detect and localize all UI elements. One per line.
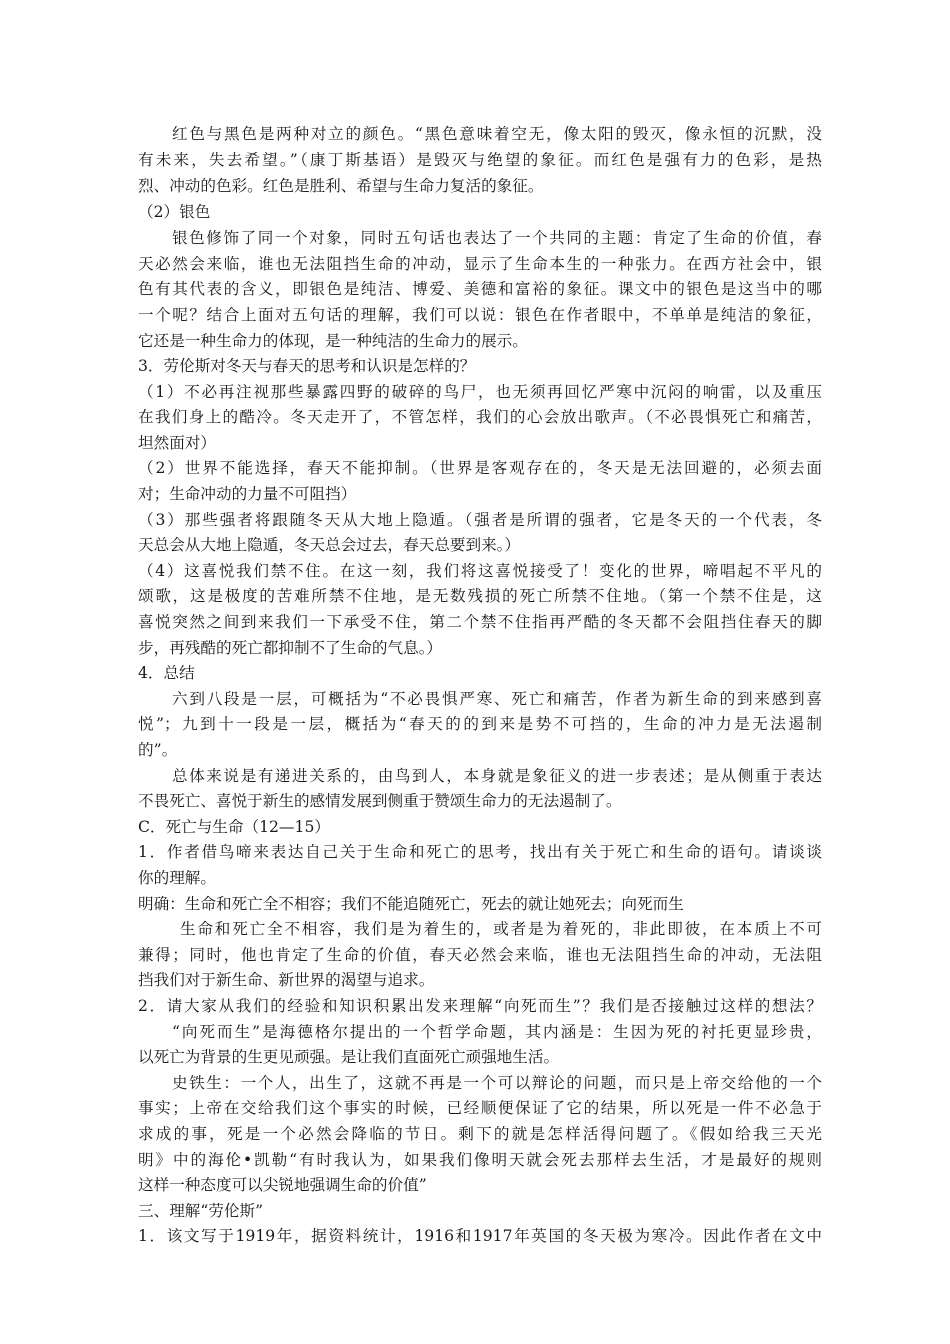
section-heading: C．死亡与生命（12—15） bbox=[138, 818, 330, 836]
paragraph-line: 天必然会来临，谁也无法阻挡生命的冲动，显示了生命本生的一种张力。在西方社会中，银 bbox=[138, 255, 822, 273]
section-heading: 4．总结 bbox=[138, 664, 195, 682]
paragraph-line: 不畏死亡、喜悦于新生的感情发展到侧重于赞颂生命力的无法遏制了。 bbox=[138, 792, 622, 810]
paragraph-line: 红色与黑色是两种对立的颜色。“黑色意味着空无，像太阳的毁灭，像永恒的沉默，没 bbox=[172, 125, 822, 143]
paragraph-line: 求成的事，死是一个必然会降临的节日。剩下的就是怎样活得问题了。《假如给我三天光 bbox=[138, 1125, 822, 1143]
paragraph-line: （2）世界不能选择，春天不能抑制。（世界是客观存在的，冬天是无法回避的，必须去面 bbox=[138, 459, 822, 477]
paragraph-line: 有未来，失去希望。”（康丁斯基语）是毁灭与绝望的象征。而红色是强有力的色彩，是热 bbox=[138, 151, 822, 169]
paragraph-line: 步，再残酷的死亡都抑制不了生命的气息。） bbox=[138, 639, 443, 657]
question-heading: 3．劳伦斯对冬天与春天的思考和认识是怎样的？ bbox=[138, 357, 476, 375]
paragraph-line: 1．该文写于1919年，据资料统计，1916和1917年英国的冬天极为寒冷。因此作者在文中 bbox=[138, 1227, 822, 1245]
paragraph-line: 它还是一种生命力的体现，是一种纯洁的生命力的展示。 bbox=[138, 332, 528, 350]
paragraph-line: （4）这喜悦我们禁不住。在这一刻，我们将这喜悦接受了！变化的世界，啼唱起不平凡的 bbox=[138, 562, 822, 580]
paragraph-line: 你的理解。 bbox=[138, 869, 216, 887]
paragraph-line: 一个呢？结合上面对五句话的理解，我们可以说：银色在作者眼中，不单单是纯洁的象征， bbox=[138, 306, 822, 324]
paragraph-line: 挡我们对于新生命、新世界的渴望与追求。 bbox=[138, 971, 435, 989]
paragraph-line: 1．作者借鸟啼来表达自己关于生命和死亡的思考，找出有关于死亡和生命的语句。请谈谈 bbox=[138, 843, 822, 861]
paragraph-line: 天总会从大地上隐遁，冬天总会过去，春天总要到来。） bbox=[138, 536, 521, 554]
question-heading: 2．请大家从我们的经验和知识积累出发来理解“向死而生”？我们是否接触过这样的想法？ bbox=[138, 997, 822, 1015]
paragraph-line: 对；生命冲动的力量不可阻挡） bbox=[138, 485, 357, 503]
paragraph-line: 总体来说是有递进关系的，由鸟到人，本身就是象征义的进一步表述；是从侧重于表达 bbox=[172, 767, 822, 785]
paragraph-line: 色有其代表的含义，即银色是纯洁、博爱、美德和富裕的象征。课文中的银色是这当中的哪 bbox=[138, 280, 822, 298]
paragraph-line: “向死而生”是海德格尔提出的一个哲学命题，其内涵是：生因为死的衬托更显珍贵， bbox=[172, 1023, 822, 1041]
paragraph-line: 这样一种态度可以尖锐地强调生命的价值” bbox=[138, 1176, 427, 1194]
section-heading: 三、理解“劳伦斯” bbox=[138, 1202, 264, 1220]
paragraph-line: 坦然面对） bbox=[138, 434, 216, 452]
paragraph-line: 喜悦突然之间到来我们一下承受不住，第二个禁不住指再严酷的冬天都不会阻挡住春天的脚 bbox=[138, 613, 822, 631]
paragraph-line: 银色修饰了同一个对象，同时五句话也表达了一个共同的主题：肯定了生命的价值，春 bbox=[172, 229, 822, 247]
paragraph-line: 悦”；九到十一段是一层，概括为“春天的的到来是势不可挡的，生命的冲力是无法遏制 bbox=[138, 715, 822, 733]
paragraph-line: 兼得；同时，他也肯定了生命的价值，春天必然会来临，谁也无法阻挡生命的冲动，无法阻 bbox=[138, 946, 822, 964]
paragraph-line: 在我们身上的酷冷。冬天走开了，不管怎样，我们的心会放出歌声。（不必畏惧死亡和痛苦， bbox=[138, 408, 822, 426]
paragraph-line: 以死亡为背景的生更见顽强。是让我们直面死亡顽强地生活。 bbox=[138, 1048, 560, 1066]
paragraph-line: 事实；上帝在交给我们这个事实的时候，已经顺便保证了它的结果，所以死是一件不必急于 bbox=[138, 1099, 822, 1117]
paragraph-line: 史铁生：一个人，出生了，这就不再是一个可以辩论的问题，而只是上帝交给他的一个 bbox=[172, 1074, 822, 1092]
paragraph-line: 明确：生命和死亡全不相容；我们不能追随死亡，死去的就让她死去；向死而生 bbox=[138, 895, 684, 913]
paragraph-line: （1）不必再注视那些暴露四野的破碎的鸟尸，也无须再回忆严寒中沉闷的响雷，以及重压 bbox=[138, 383, 822, 401]
paragraph-line: 烈、冲动的色彩。红色是胜利、希望与生命力复活的象征。 bbox=[138, 177, 544, 195]
paragraph-line: 生命和死亡全不相容，我们是为着生的，或者是为着死的，非此即彼，在本质上不可 bbox=[180, 920, 822, 938]
paragraph-line: 六到八段是一层，可概括为“不必畏惧严寒、死亡和痛苦，作者为新生命的到来感到喜 bbox=[172, 690, 822, 708]
paragraph-line: 明》中的海伦•凯勒“有时我认为，如果我们像明天就会死去那样去生活，才是最好的规则 bbox=[138, 1151, 822, 1169]
paragraph-line: 的”。 bbox=[138, 741, 178, 759]
paragraph-line: （3）那些强者将跟随冬天从大地上隐遁。（强者是所谓的强者，它是冬天的一个代表，冬 bbox=[138, 511, 822, 529]
section-heading: （2）银色 bbox=[138, 203, 211, 221]
paragraph-line: 颂歌，这是极度的苦难所禁不住地，是无数残损的死亡所禁不住地。（第一个禁不住是，这 bbox=[138, 587, 822, 605]
